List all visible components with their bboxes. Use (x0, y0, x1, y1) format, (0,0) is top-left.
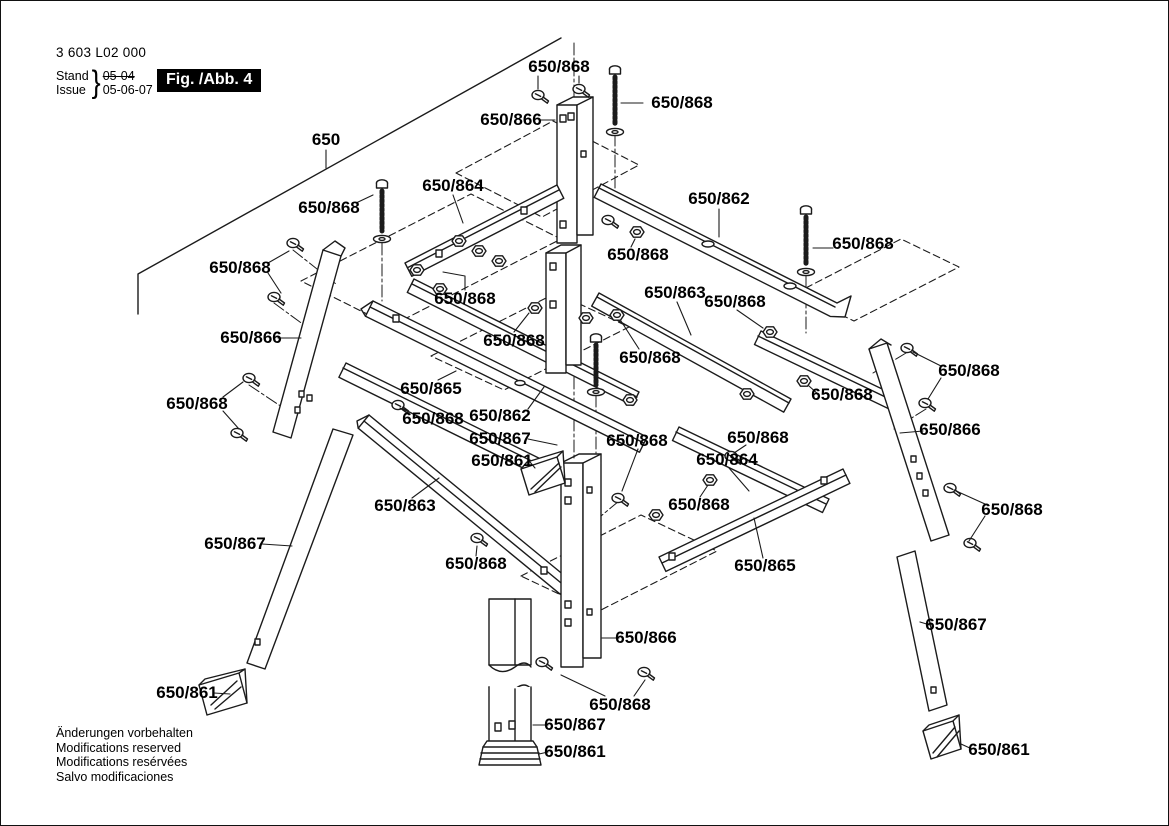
part-label-650-863: 650/863 (374, 496, 436, 515)
part-label-650-867: 650/867 (925, 615, 987, 634)
part-label-650-865: 650/865 (734, 556, 796, 575)
part-label-650-866: 650/866 (220, 328, 282, 347)
part-label-650-861: 650/861 (156, 683, 218, 702)
revision-old-date: 05-04 (102, 68, 135, 83)
legal-line-en: Modifications reserved (56, 740, 182, 755)
part-label-650-868: 650/868 (668, 495, 730, 514)
part-label-650-868: 650/868 (981, 500, 1043, 519)
part-label-650-868: 650/868 (606, 431, 668, 450)
part-label-650-868: 650/868 (445, 554, 507, 573)
part-label-650-868: 650/868 (811, 385, 873, 404)
part-label-650-863: 650/863 (644, 283, 706, 302)
part-label-650-868: 650/868 (298, 198, 360, 217)
part-label-650-867: 650/867 (204, 534, 266, 553)
part-label-650-868: 650/868 (434, 289, 496, 308)
part-label-650-868: 650/868 (832, 234, 894, 253)
part-label-650-868: 650/868 (589, 695, 651, 714)
revision-label-en: Issue (56, 82, 86, 97)
foot-cap-front (479, 741, 541, 765)
leg-front (489, 599, 531, 745)
part-label-650-868: 650/868 (727, 428, 789, 447)
part-label-650-864: 650/864 (422, 176, 484, 195)
part-label-650-868: 650/868 (651, 93, 713, 112)
part-label-650-861: 650/861 (968, 740, 1030, 759)
foot-cap-right (923, 715, 961, 759)
part-label-650-868: 650/868 (619, 348, 681, 367)
part-label-650-867: 650/867 (544, 715, 606, 734)
revision-row (56, 64, 153, 100)
part-label-650-866: 650/866 (615, 628, 677, 647)
part-label-650-868: 650/868 (166, 394, 228, 413)
document-number: 3 603 L02 000 (56, 45, 147, 60)
part-label-650-868: 650/868 (209, 258, 271, 277)
part-label-650-862: 650/862 (469, 406, 531, 425)
corner-post-back (557, 97, 593, 243)
corner-post-center-front (561, 454, 601, 667)
part-label-650-861: 650/861 (544, 742, 606, 761)
legal-line-de: Änderungen vorbehalten (56, 726, 193, 740)
legal-line-fr: Modifications resérvées (56, 755, 188, 769)
part-label-650-868: 650/868 (528, 57, 590, 76)
legal-line-es: Salvo modificaciones (56, 769, 174, 784)
part-label-650-866: 650/866 (919, 420, 981, 439)
corner-post-center-upper (546, 245, 581, 373)
part-label-650-865: 650/865 (400, 379, 462, 398)
corner-post-left (273, 241, 345, 438)
legal-notice (56, 726, 193, 784)
figure-label: Fig. /Abb. 4 (157, 69, 261, 92)
revision-label-de: Stand (56, 68, 89, 83)
corner-post-right (869, 339, 949, 541)
part-label-650-864: 650/864 (696, 450, 758, 469)
rail-650-864-upper (405, 185, 564, 276)
part-label-650-861: 650/861 (471, 451, 533, 470)
part-label-650-868: 650/868 (483, 331, 545, 350)
part-label-650-868: 650/868 (402, 409, 464, 428)
part-label-650-866: 650/866 (480, 110, 542, 129)
part-label-650-867: 650/867 (469, 429, 531, 448)
part-label-650: 650 (311, 130, 341, 149)
part-label-650-862: 650/862 (688, 189, 750, 208)
part-label-650-868: 650/868 (704, 292, 766, 311)
title-block (56, 45, 153, 98)
revision-brace: } (91, 64, 101, 100)
revision-new-date: 05-06-07 (102, 82, 153, 97)
part-label-650-868: 650/868 (938, 361, 1000, 380)
part-label-650-868: 650/868 (607, 245, 669, 264)
